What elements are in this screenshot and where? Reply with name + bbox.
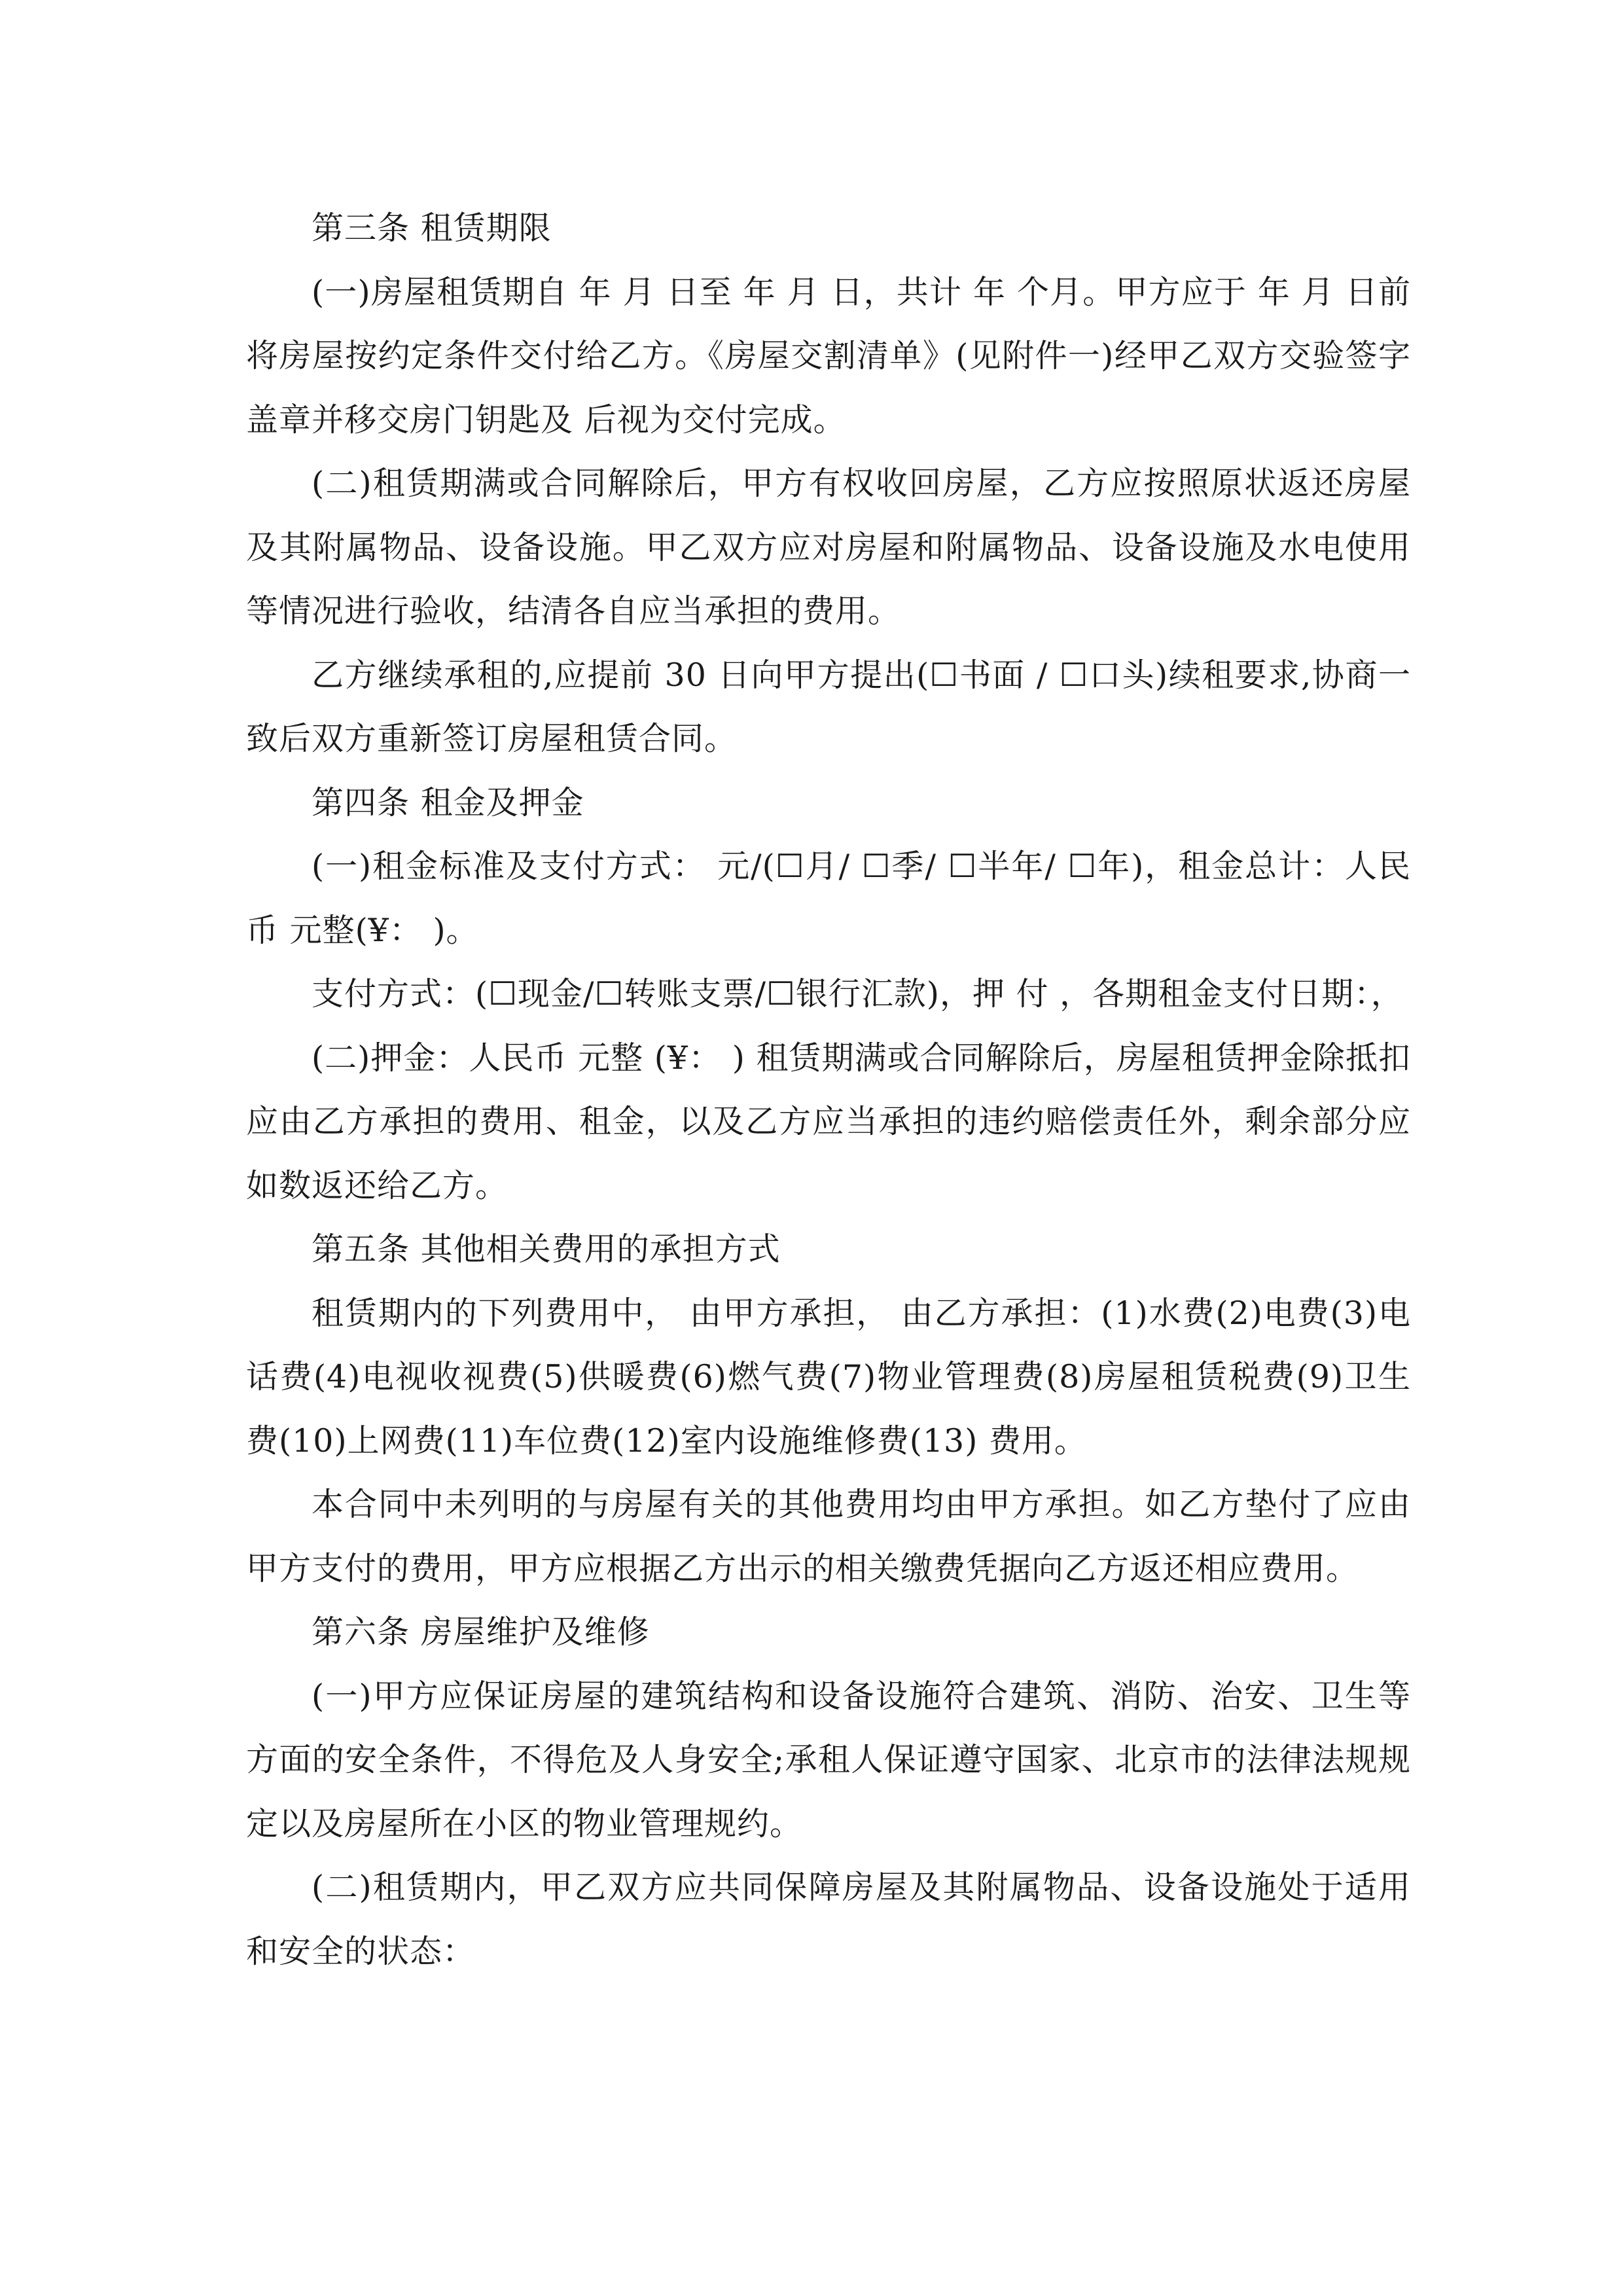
article-4-clause-1: (一)租金标准及支付方式： 元/(☐月/ ☐季/ ☐半年/ ☐年)，租金总计：人民币 元整(¥： )。: [246, 848, 1411, 949]
article-3-heading: 第三条 租赁期限: [312, 209, 552, 247]
article-6-heading: 第六条 房屋维护及维修: [312, 1613, 650, 1651]
article-5-other-fees: 本合同中未列明的与房屋有关的其他费用均由甲方承担。如乙方垫付了应由甲方支付的费用，甲方应根据乙方出示的相关缴费凭据向乙方返还相应费用。: [246, 1486, 1411, 1587]
article-3-clause-1: (一)房屋租赁期自 年 月 日至 年 月 日，共计 年 个月。甲方应于 年 月 日前将房屋按约定条件交付给乙方。《房屋交割清单》(见附件一)经甲乙双方交验签字盖章并移交房门钥匙及 后视为交付完成。: [246, 273, 1411, 439]
article-5-heading: 第五条 其他相关费用的承担方式: [312, 1230, 781, 1268]
article-3-clause-2: (二)租赁期满或合同解除后，甲方有权收回房屋，乙方应按照原状返还房屋及其附属物品、设备设施。甲乙双方应对房屋和附属物品、设备设施及水电使用等情况进行验收，结清各自应当承担的费用。: [246, 465, 1411, 630]
article-4-payment-method: 支付方式：(☐现金/☐转账支票/☐银行汇款)，押 付 ，各期租金支付日期：，: [312, 975, 1404, 1013]
article-4-heading: 第四条 租金及押金: [312, 783, 584, 821]
article-4-clause-2: (二)押金：人民币 元整 (¥： ) 租赁期满或合同解除后，房屋租赁押金除抵扣应由乙方承担的费用、租金，以及乙方应当承担的违约赔偿责任外，剩余部分应如数返还给乙方。: [246, 1039, 1411, 1204]
article-6-clause-2: (二)租赁期内，甲乙双方应共同保障房屋及其附属物品、设备设施处于适用和安全的状态：: [246, 1869, 1411, 1970]
article-3-renewal: 乙方继续承租的,应提前 30 日向甲方提出(☐书面 / ☐口头)续租要求,协商一致后双方重新签订房屋租赁合同。: [246, 656, 1411, 757]
article-5-fee-list: 租赁期内的下列费用中， 由甲方承担， 由乙方承担：(1)水费(2)电费(3)电话费(4)电视收视费(5)供暖费(6)燃气费(7)物业管理费(8)房屋租赁税费(9)卫生费(10)上网费(11)车位费(12)室内设施维修费(13) 费用。: [246, 1294, 1411, 1460]
article-6-clause-1: (一)甲方应保证房屋的建筑结构和设备设施符合建筑、消防、治安、卫生等方面的安全条件，不得危及人身安全;承租人保证遵守国家、北京市的法律法规规定以及房屋所在小区的物业管理规约。: [246, 1677, 1411, 1842]
document-body: [246, 196, 1411, 1983]
